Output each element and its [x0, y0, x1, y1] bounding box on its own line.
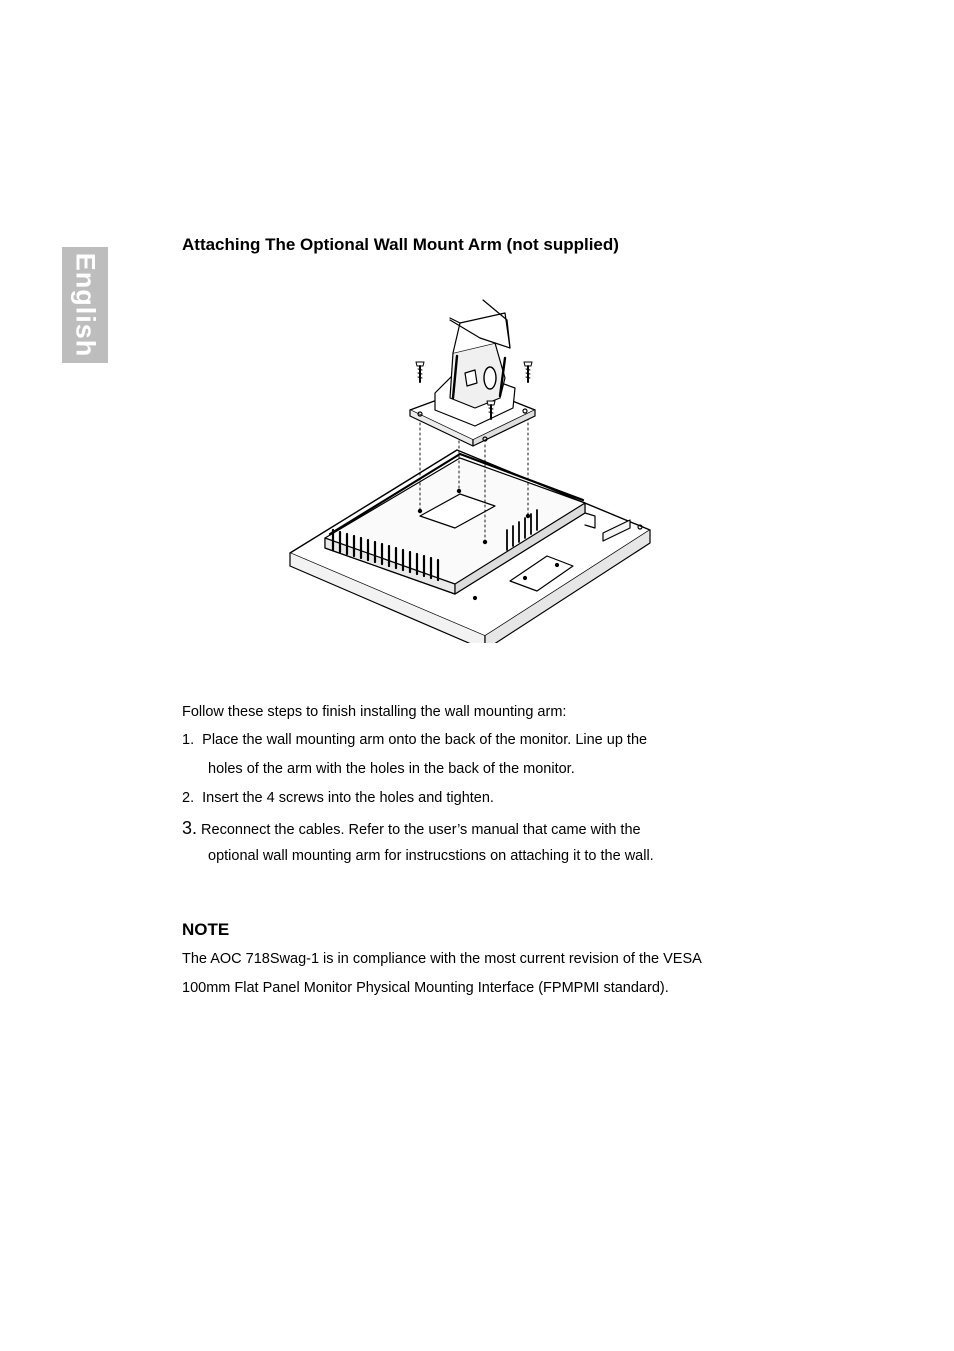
note-line-1: The AOC 718Swag-1 is in compliance with the most current revision of the VESA — [182, 951, 702, 967]
monitor-wall-mount-diagram-icon — [285, 298, 653, 643]
monitor-back-icon — [290, 450, 650, 643]
wall-arm-icon — [435, 300, 515, 426]
section-title: Attaching The Optional Wall Mount Arm (not supplied) — [182, 235, 619, 254]
step-1-number: 1. — [182, 732, 195, 748]
note-line-2: 100mm Flat Panel Monitor Physical Mounting Interface (FPMPMI standard). — [182, 980, 669, 996]
note-title: NOTE — [182, 920, 230, 939]
screw-icon — [416, 362, 424, 382]
step-2-number: 2. — [182, 790, 195, 806]
step-2-line-1 — [182, 790, 494, 806]
step-3-line-2: optional wall mounting arm for instrucstions on attaching it to the wall. — [208, 848, 654, 864]
step-2-text: Insert the 4 screws into the holes and tighten. — [202, 790, 494, 806]
screw-icon — [524, 362, 532, 382]
language-tab — [62, 247, 108, 363]
instructions-intro: Follow these steps to finish installing the wall mounting arm: — [182, 704, 567, 720]
step-3-line-1 — [182, 818, 641, 839]
step-3-number: 3. — [182, 818, 198, 838]
step-1-line-1 — [182, 732, 647, 748]
step-3-text: Reconnect the cables. Refer to the user’s manual that came with the — [201, 822, 641, 838]
step-1-line-2: holes of the arm with the holes in the back of the monitor. — [208, 761, 575, 777]
language-tab-label: English — [70, 252, 101, 358]
step-1-text: Place the wall mounting arm onto the back of the monitor. Line up the — [202, 732, 648, 748]
